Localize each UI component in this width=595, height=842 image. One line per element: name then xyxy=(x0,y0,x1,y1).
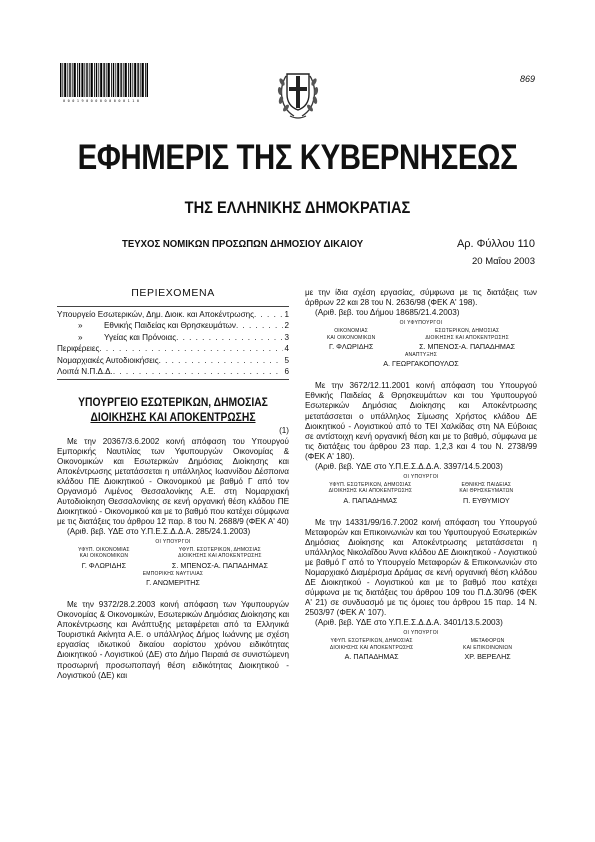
toc-item: Περιφέρειες . . . 4 xyxy=(57,343,289,354)
masthead-subtitle: ΤΗΣ ΕΛΛΗΝΙΚΗΣ ΔΗΜΟΚΡΑΤΙΑΣ xyxy=(184,198,411,217)
signature-block: ΥΦΥΠ. ΕΣΩΤΕΡΙΚΩΝ, ΔΗΜΟΣΙΑΣ ΔΙΟΙΚΗΣΗΣ ΚΑΙ ΑΠΟΚΕΝΤΡΩΣΗΣ Α. ΠΑΠΑΔΗΜΑΣ xyxy=(329,638,414,661)
left-column xyxy=(57,288,289,681)
signatures xyxy=(305,328,537,352)
signature-block: ΕΘΝΙΚΗΣ ΠΑΙΔΕΙΑΣ ΚΑΙ ΘΡΗΣΚΕΥΜΑΤΩΝ Π. ΕΥΘΥΜΙΟΥ xyxy=(459,481,514,505)
signature-block: ΑΝΑΠΤΥΞΗΣ Α. ΓΕΩΡΓΑΚΟΠΟΥΛΟΣ xyxy=(383,351,459,369)
masthead-title: ΕΦΗΜΕΡΙΣ ΤΗΣ ΚΥΒΕΡΝΗΣΕΩΣ xyxy=(77,138,518,177)
decision-paragraph: Με την 14331/99/16.7.2002 κοινή απόφαση του Υπουργού Μεταφορών και Επικοινωνιών και του Υφυπουργού Εσωτερικών Δημόσιας Διοίκησης και Αποκέντρωσης μετατάσσεται η υπάλληλος Νικολαΐδου Άννα κλάδου ΔΕ Διοικητικού - Λογιστικού με βαθμό Γ από το Υπουργείο Μεταφορών & Επικοινωνιών στο Νομαρχιακό Διαμέρισμα Δράμας σε κενή οργανική θέση κλάδου ΔΕ Διοικητικού - Λογιστικού και με το βαθμό που κατέχει σύμφωνα με τις διατάξεις του άρθρου 109 του Π.Δ.30/96 (ΦΕΚ Α' 21) σε συνδυασμό με τις όμοιες του άρθρου 15 παρ. 14 Ν. 2503/97 (ΦΕΚ Α' 107). xyxy=(305,517,537,618)
issue-date: 20 Μαΐου 2003 xyxy=(472,256,535,267)
toc-item: Λοιπά Ν.Π.Δ.Δ. . . . 6 xyxy=(57,366,289,377)
contents-bottom-rule xyxy=(57,379,289,380)
certification-ref: (Αριθ. βεβ. ΥΔΕ στο Υ.Π.Ε.Σ.Δ.Δ.Α. 285/24.1.2003) xyxy=(67,526,251,536)
greek-coat-of-arms-icon xyxy=(272,64,324,122)
decision-paragraph: Με την 9372/28.2.2003 κοινή απόφαση των Υφυπουργών Οικονομίας & Οικονομικών, Εσωτερικών Δημόσιας Διοίκησης και Αποκέντρωσης και Ανάπτυξης μεταφέρεται από τα Ελληνικά Τουριστικά Ακίνητα Α.Ε. ο υπάλληλος Δήμος Ιωάννης με σχέση εργασίας ιδιωτικού δικαίου αορίστου χρόνου ειδικότητας Διοικητικού - Λογιστικού (ΔΕ) στο Δήμο Πειραιά σε συνιστώμενη προσωρινή προσωποπαγή θέση ειδικότητας Διοικητικού - Λογιστικού (ΔΕ) και xyxy=(57,600,289,680)
right-column xyxy=(305,288,537,662)
ministry-heading: ΥΠΟΥΡΓΕΙΟ ΕΣΩΤΕΡΙΚΩΝ, ΔΗΜΟΣΙΑΣ ΔΙΟΙΚΗΣΗΣ ΚΑΙ ΑΠΟΚΕΝΤΡΩΣΗΣ xyxy=(78,395,268,425)
certification-ref: (Αριθ. βεβ. ΥΔΕ στο Υ.Π.Ε.Σ.Δ.Δ.Α. 3397/14.5.2003) xyxy=(315,461,503,471)
certification-ref: (Αριθ. βεβ. ΥΔΕ στο Υ.Π.Ε.Σ.Δ.Δ.Α. 3401/13.5.2003) xyxy=(315,618,503,628)
signature-block: ΕΜΠΟΡΙΚΗΣ ΝΑΥΤΙΛΙΑΣ Γ. ΑΝΩΜΕΡΙΤΗΣ xyxy=(142,570,204,588)
signature-block: ΥΦΥΠ. ΕΣΩΤΕΡΙΚΩΝ, ΔΗΜΟΣΙΑΣ ΔΙΟΙΚΗΣΗΣ ΚΑΙ ΑΠΟΚΕΝΤΡΩΣΗΣ Σ. ΜΠΕΝΟΣ-Α. ΠΑΠΑΔΗΜΑΣ xyxy=(171,547,268,570)
decision-paragraph: Με την 20367/3.6.2002 κοινή απόφαση του Υπουργού Εμπορικής Ναυτιλίας των Υφυπουργών Οικονομίας & Οικονομικών και Εσωτερικών Δημόσιας Διοίκησης και Αποκέντρωσης μετατάσσεται η υπάλληλος Ιωαννίδου Δέσποινα κλάδου ΠΕ Διοικητικού - Οικονομικού με βαθμό Γ από τον Οργανισμό Λιμένος Θεσσαλονίκης Α.Ε. στη Νομαρχιακή Αυτοδιοίκηση Θεσσαλονίκης σε κενή οργανική θέση κλάδου ΠΕ Διοικητικού - Οικονομικού και με το βαθμό που κατέχει σύμφωνα με τις διατάξεις του άρθρου 12 παρ. 8 του Ν. 2688/9 (ΦΕΚ Α' 40) xyxy=(57,436,289,526)
decision-paragraph: Με την 3672/12.11.2001 κοινή απόφαση του Υπουργού Εθνικής Παιδείας & Θρησκευμάτων και του Υφυπουργού Εσωτερικών Δημόσιας Διοίκησης και Αποκέντρωσης μετατάσσεται ο υπάλληλος Σίμωσης Χρήστος κλάδου ΔΕ Διοικητικού - Λογιστικού από το ΤΕΙ Χαλκίδας στη ΝΑ Εύβοιας σε αντίστοιχη κενή οργανική θέση και με το βαθμό, σύμφωνα με τις διατάξεις του άρθρου 23 παρ. 1,2,3 και 4 του Ν. 2738/99 (ΦΕΚ Α' 180). xyxy=(305,381,537,461)
signature-block: ΕΣΩΤΕΡΙΚΩΝ, ΔΗΜΟΣΙΑΣ ΔΙΟΙΚΗΣΗΣ ΚΑΙ ΑΠΟΚΕΝΤΡΩΣΗΣ Σ. ΜΠΕΝΟΣ-Α. ΠΑΠΑΔΗΜΑΣ xyxy=(419,328,516,351)
issue-title: ΤΕΥΧΟΣ ΝΟΜΙΚΩΝ ΠΡΟΣΩΠΩΝ ΔΗΜΟΣΙΟΥ ΔΙΚΑΙΟΥ xyxy=(122,239,364,250)
signatories-heading: ΟΙ ΥΦΥΠΟΥΡΓΟΙ xyxy=(399,320,443,327)
barcode-caption: 0 0 0 1 9 0 0 0 0 0 0 0 0 0 1 1 0 xyxy=(63,99,140,103)
signature-block: ΥΦΥΠ. ΟΙΚΟΝΟΜΙΑΣ ΚΑΙ ΟΙΚΟΝΟΜΙΚΩΝ Γ. ΦΛΩΡΙΔΗΣ xyxy=(78,547,130,570)
signatures xyxy=(305,482,537,506)
signatories-heading: ΟΙ ΥΠΟΥΡΓΟΙ xyxy=(403,630,439,637)
signature-block: ΟΙΚΟΝΟΜΙΑΣ ΚΑΙ ΟΙΚΟΝΟΜΙΚΩΝ Γ. ΦΛΩΡΙΔΗΣ xyxy=(326,328,376,351)
toc-item: Υπουργείο Εσωτερικών, Δημ. Διοικ. και Αποκέντρωσης . . . 1 xyxy=(57,309,289,320)
page-number: 869 xyxy=(519,74,535,84)
signatories-heading: ΟΙ ΥΠΟΥΡΓΟΙ xyxy=(403,473,439,480)
toc-item: Νομαρχιακές Αυτοδιοικήσεις . . . 5 xyxy=(57,355,289,366)
contents-top-rule xyxy=(57,306,289,307)
signatures xyxy=(305,638,537,662)
toc-item: » Υγείας και Πρόνοιας . . . 3 xyxy=(57,332,289,343)
decision-number: (1) xyxy=(279,426,289,436)
sheet-number: Αρ. Φύλλου 110 xyxy=(456,238,535,250)
signatures xyxy=(57,547,289,571)
toc-item: » Εθνικής Παιδείας και Θρησκευμάτων . . . 2 xyxy=(57,320,289,331)
contents-title: ΠΕΡΙΕΧΟΜΕΝΑ xyxy=(131,287,215,299)
decision-paragraph: με την ίδια σχέση εργασίας, σύμφωνα με τις διατάξεις των άρθρων 22 και 28 του Ν. 2636/98 (ΦΕΚ Α' 198). xyxy=(305,288,537,308)
signature-block: ΜΕΤΑΦΟΡΩΝ ΚΑΙ ΕΠΙΚΟΙΝΩΝΙΩΝ ΧΡ. ΒΕΡΕΛΗΣ xyxy=(463,638,513,661)
signature-block: ΥΦΥΠ. ΕΣΩΤΕΡΙΚΩΝ, ΔΗΜΟΣΙΑΣ ΔΙΟΙΚΗΣΗΣ ΚΑΙ ΑΠΟΚΕΝΤΡΩΣΗΣ Α. ΠΑΠΑΔΗΜΑΣ xyxy=(328,481,413,505)
barcode xyxy=(60,63,148,97)
signatories-heading: ΟΙ ΥΠΟΥΡΓΟΙ xyxy=(155,539,191,545)
certification-ref: (Αριθ. βεβ. του Δήμου 18685/21.4.2003) xyxy=(315,308,460,318)
